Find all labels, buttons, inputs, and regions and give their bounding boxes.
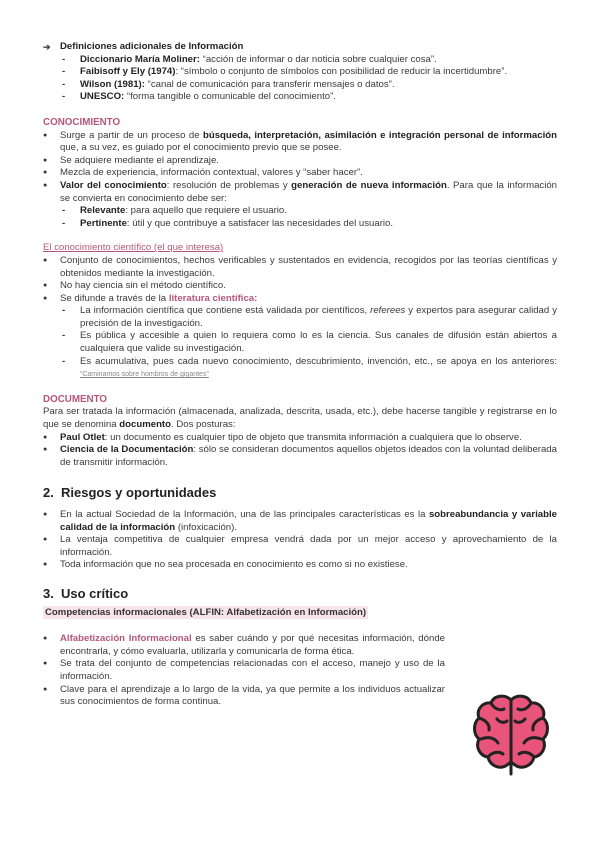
definition-item: - Faibisoff y Ely (1974): “símbolo o conjunto de símbolos con posibilidad de reducir la incertidumbre”.	[43, 66, 557, 79]
definitions-list	[43, 54, 557, 104]
documento-intro: Para ser tratada la información (almacenada, analizada, descrita, usada, etc.), debe hacerse tangible y registrarse en lo que se denomina documento. Dos posturas:	[43, 406, 557, 431]
list-item: ● No hay ciencia sin el método científico.	[43, 280, 557, 293]
list-item: ● Ciencia de la Documentación: sólo se consideran documentos aquellos objetos ideados con la voluntad deliberada de transmitir información.	[43, 444, 557, 469]
conocimiento-section	[43, 117, 557, 230]
list-item: ● Surge a partir de un proceso de búsqueda, interpretación, asimilación e integración personal de información que, a su vez, es guiado por el conocimiento previo que se posee.	[43, 130, 557, 155]
list-item: ● Mezcla de experiencia, información contextual, valores y “saber hacer”.	[43, 167, 557, 180]
list-item: ● Se difunde a través de la literatura científica:	[43, 293, 557, 306]
quote-link[interactable]: “Caminamos sobre hombros de gigantes”	[80, 371, 209, 379]
cientifico-title: El conocimiento científico (el que interesa)	[43, 242, 224, 254]
cientifico-section	[43, 242, 557, 382]
riesgos-heading: 2. Riesgos y oportunidades	[43, 485, 217, 501]
list-item: ● Se trata del conjunto de competencias relacionadas con el acceso, manejo y uso de la información.	[43, 658, 445, 683]
list-item: ● Clave para el aprendizaje a lo largo de la vida, ya que permite a los individuos actualizar sus conocimientos de forma continua.	[43, 684, 445, 709]
list-item: ● La ventaja competitiva de cualquier empresa vendrá dada por un mejor acceso y aprovechamiento de la información.	[43, 534, 557, 559]
sub-list-item: - Relevante: para aquello que requiere el usuario.	[43, 205, 557, 218]
sub-list-item: - Es acumulativa, pues cada nuevo conocimiento, descubrimiento, invención, etc., se apoya en los anteriores: “Caminamos sobre hombros de gigantes”	[43, 356, 557, 382]
definition-item: - Diccionario María Moliner: “acción de informar o dar noticia sobre cualquier cosa”.	[43, 54, 557, 67]
uso-heading: 3. Uso crítico	[43, 585, 129, 601]
documento-section	[43, 394, 557, 470]
riesgos-section	[43, 487, 557, 572]
list-item: ● Paul Otlet: un documento es cualquier tipo de objeto que transmita información a cualquiera que lo observe.	[43, 432, 557, 445]
alfin-highlight: Competencias informacionales (ALFIN: Alfabetización en Información)	[45, 606, 367, 618]
list-item: ● Alfabetización Informacional es saber cuándo y por qué necesitas información, dónde encontrarla, y cómo evaluarla, utilizarla y comunicarla de forma ética.	[43, 633, 445, 658]
list-item: ● Conjunto de conocimientos, hechos verificables y sustentados en evidencia, recogidos por las teorías científicas y obtenidos mediante la investigación.	[43, 255, 557, 280]
document-page	[43, 41, 557, 709]
definitions-heading: ➔ Definiciones adicionales de Información	[43, 41, 557, 54]
list-item: ● En la actual Sociedad de la Información, una de las principales características es la sobreabundancia y variable calidad de la información (infoxicación).	[43, 509, 557, 534]
definition-item: - Wilson (1981): “canal de comunicación para transferir mensajes o datos”.	[43, 79, 557, 92]
sub-list-item: - Es pública y accesible a quien lo requiera como lo es la ciencia. Sus canales de difusión están abiertos a cualquiera que valide su investigación.	[43, 330, 557, 355]
uso-section	[43, 585, 557, 709]
list-item: ● Toda información que no sea procesada en conocimiento es como si no existiese.	[43, 559, 557, 572]
definition-item: - UNESCO: “forma tangible o comunicable del conocimiento”.	[43, 91, 557, 104]
list-item: ● Valor del conocimiento: resolución de problemas y generación de nueva información. Para que la información se convierta en conocimiento debe ser:	[43, 180, 557, 205]
sub-list-item: - Pertinente: útil y que contribuye a satisfacer las necesidades del usuario.	[43, 218, 557, 231]
sub-list-item: - La información científica que contiene está validada por científicos, referees y expertos para asegurar calidad y precisión de la investigación.	[43, 305, 557, 330]
documento-title: DOCUMENTO	[43, 393, 108, 405]
conocimiento-title: CONOCIMIENTO	[43, 116, 121, 128]
list-item: ● Se adquiere mediante el aprendizaje.	[43, 155, 557, 168]
brain-icon	[472, 692, 550, 776]
definitions-section	[43, 41, 557, 104]
